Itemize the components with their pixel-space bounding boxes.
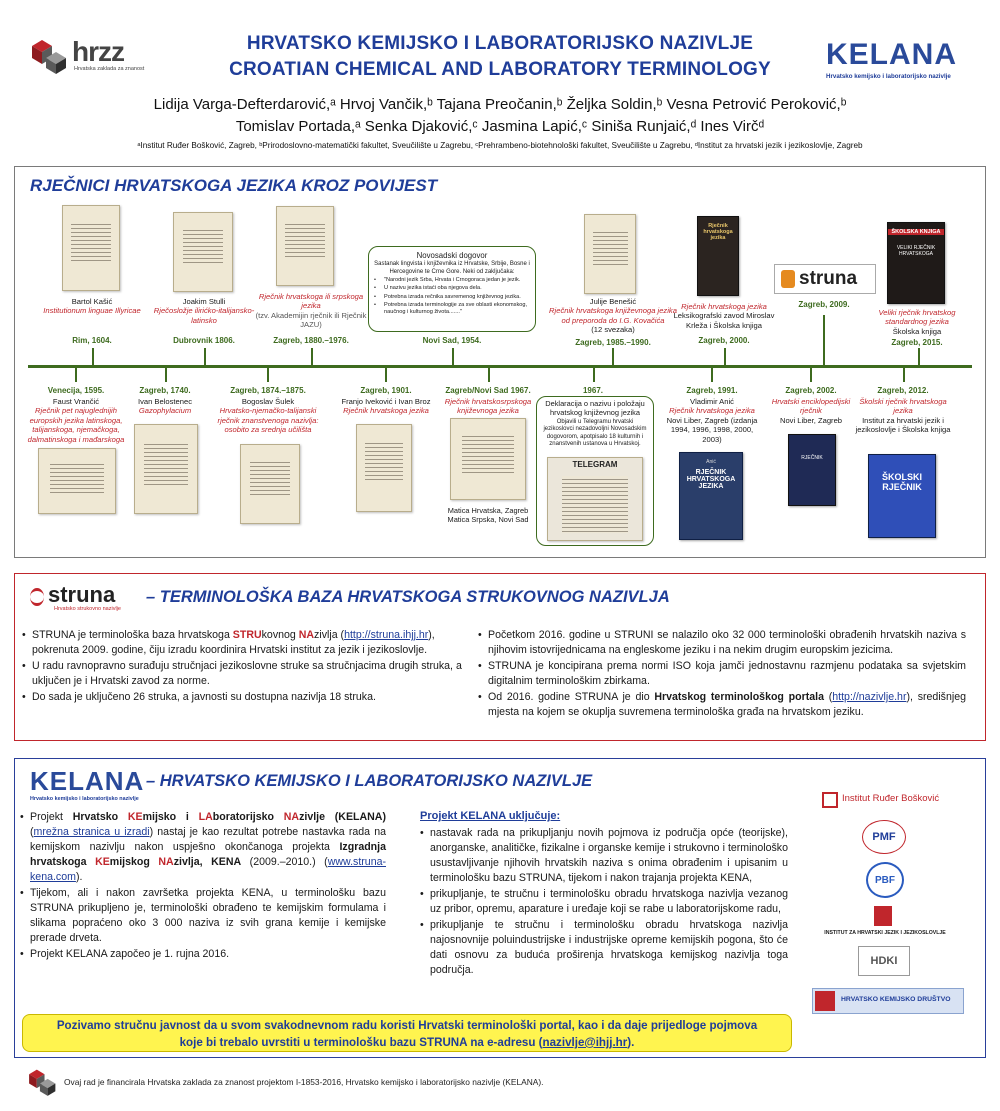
text: NA: [158, 856, 174, 869]
tick: [452, 348, 454, 365]
novosadski-intro: Sastanak lingvista i književnika iz Hrvatske, Srbije, Bosne i Hercegovine te Crne Gore. Neki od zaključaka:: [374, 261, 530, 275]
book-kasic: [62, 205, 120, 291]
book-veliki: [887, 222, 945, 304]
entry-work: Rječnik hrvatskoga književnoga jezika od preporoda do I.G. Kovačića: [549, 306, 677, 325]
kelana-section-logo-sub: Hrvatsko kemijsko i laboratorijsko nazivlje: [30, 796, 139, 802]
novosadski-point: • Potrebna izrada terminologije za sve oblasti ekonomskog, naučnog i kulturnog života.......": [374, 302, 530, 317]
book-jazu: [276, 206, 334, 286]
tick: [810, 368, 812, 382]
text: boratorijsko: [212, 811, 284, 823]
telegram-newspaper: [547, 457, 643, 541]
callout-line-2: [29, 1035, 785, 1052]
struna-kena-link[interactable]: www.struna-kena.com: [30, 856, 386, 884]
tick: [92, 348, 94, 365]
entry-publisher: Matica Hrvatska, Zagreb Matica Srpska, Novi Sad: [447, 506, 529, 525]
hrzz-logo: [28, 36, 148, 76]
hrzz-cube-icon: [28, 36, 72, 76]
tick: [593, 368, 595, 382]
entry-author: Ivan Belostenec: [137, 397, 193, 406]
text: koje bi trebalo uvrstiti u terminološku bazu STRUNA na e-adresu (: [179, 1035, 543, 1049]
struna-swoosh-icon: [781, 270, 795, 288]
entry-year: 1967.: [582, 386, 604, 395]
struna-logo-text: struna: [48, 582, 116, 607]
timeline-entry-stulli: [150, 297, 258, 325]
struna-logo-small-text: struna: [799, 268, 858, 289]
book-anic-label: RJEČNIK HRVATSKOGA JEZIKA: [686, 469, 736, 490]
sponsor-pmf-name: PMF: [872, 831, 896, 843]
struna-right-list: [478, 628, 966, 721]
kelana-right-bullet-1: • nastavak rada na prikupljanju novih pojmova iz područja opće (teorijske), anorganske, analitičke, fizikalne i organske kemije i strukovno i terminološko usustavljivanje njihovih hrvatskih naziva s onima obrađenim i upisanim u terminološku bazu STRUNA, tijekom i nakon trajanja projekta KENA,: [420, 826, 788, 886]
kelana-logo-sub: Hrvatsko kemijsko i laboratorijsko nazivlje: [826, 73, 951, 80]
entry-year: Zagreb, 1901.: [360, 386, 412, 395]
timeline-axis: [28, 365, 972, 368]
book-belostenec: [134, 424, 198, 514]
text: mijsko i: [142, 811, 199, 823]
irb-logo-icon: [822, 792, 838, 808]
sponsor-pbf-name: PBF: [875, 874, 895, 886]
sponsor-ihjj: [810, 906, 960, 940]
book-veliki-label: VELIKI RJEČNIK HRVATSKOGA: [896, 245, 936, 257]
novosadski-point: • U nazivu jezika istaći oba njegova dela.: [374, 285, 530, 292]
entry-work: Hrvatsko-njemačko-talijanski rječnik znanstvenoga nazivlja: osobito za srednja učilišta: [217, 406, 319, 435]
entry-work: Institutionum linguae Illyricae: [43, 306, 141, 316]
footer-hrzz-icon: [26, 1066, 60, 1103]
text: ).: [75, 871, 83, 884]
novosadski-box: [368, 246, 536, 332]
text: Projekt: [30, 811, 73, 823]
entry-year: Zagreb, 2000.: [698, 336, 750, 345]
book-stulli: [173, 212, 233, 292]
text: zivlja, KENA: [173, 856, 242, 869]
text: zivlje (KELANA): [299, 811, 386, 823]
entry-extra: Leksikografski zavod Miroslav Krleža i Školska knjiga: [673, 311, 775, 330]
entry-extra: Novi Liber, Zagreb (izdanja 1994, 1996, 1998, 2000, 2003): [666, 415, 758, 444]
timeline-entry-benesic: [548, 297, 678, 335]
entry-work: Rječosložje ilirićko-italijansko-latinsko: [153, 306, 255, 325]
entry-work: Rječnik hrvatskosrpskoga književnoga jezika: [444, 397, 532, 416]
callout-banner: [22, 1014, 792, 1052]
text: ), središnjeg mjesta na kojem se okuplja suvremena terminološka građa na hrvatskom jeziku.: [488, 691, 966, 719]
book-rj: [697, 216, 739, 296]
book-skolski-label: ŠKOLSKI RJEČNIK: [881, 472, 922, 492]
hrzz-logo-sub: Hrvatska zaklada za znanost: [74, 66, 145, 72]
tick: [823, 315, 825, 365]
text: Hrvatsko: [72, 811, 128, 823]
book-her: [788, 434, 836, 506]
entry-extra: Školska knjiga: [892, 326, 942, 336]
kelana-link[interactable]: mrežna stranica u izradi: [33, 826, 150, 839]
kelana-logo-text: KELANA: [826, 38, 957, 71]
struna-link[interactable]: http://struna.ihjj.hr: [344, 629, 429, 641]
text: (2009.–2010.) (: [241, 856, 328, 869]
tick: [204, 348, 206, 365]
timeline-entry-belostenec: [120, 397, 210, 416]
struna-left-bullet-3: • Do sada je uključeno 26 struka, a javnosti su dostupna nazivlja 18 struka.: [22, 690, 472, 705]
entry-extra: (tzv. Akademijin rječnik ili Rječnik JAZU): [255, 310, 367, 330]
entry-year: Zagreb/Novi Sad 1967.: [445, 386, 531, 395]
timeline-title: RJEČNICI HRVATSKOGA JEZIKA KROZ POVIJEST: [30, 176, 438, 195]
text: NA: [283, 811, 300, 823]
authors-line-1: Lidija Varga-Defterdarović,ᵃ Hrvoj Vančik,ᵇ Tajana Preočanin,ᵇ Željka Soldin,ᵇ Vesna Petrović Peroković,ᵇ: [153, 96, 847, 113]
timeline-entry-vrancic: [22, 397, 130, 444]
text: kovnog: [261, 629, 299, 641]
entry-author: Bogoslav Šulek: [241, 397, 295, 406]
entry-author: Bartol Kašić: [71, 297, 113, 306]
struna-left-bullet-1: [22, 628, 472, 658]
timeline-entry-her: [762, 397, 860, 425]
kelana-right-bullet-2: • prikupljanje, te stručnu i terminološku obradu hrvatskoga nazivlja vezanog uz pribor, opremu, aparature i uređaje koji se rabe u laboratorijskome radu,: [420, 887, 788, 917]
book-ivekovic: [356, 424, 412, 512]
entry-work: Gazophylacium: [138, 406, 192, 416]
entry-year: Zagreb, 1740.: [139, 386, 191, 395]
struna-logo-small: [774, 264, 876, 294]
text: mijskog: [109, 856, 159, 869]
hkd-logo-icon: [815, 991, 835, 1011]
deklaracija-box: [536, 396, 654, 546]
struna-logo: [30, 582, 142, 616]
book-her-label: RJEČNIK: [801, 455, 823, 461]
nazivlje-link[interactable]: http://nazivlje.hr: [832, 691, 907, 704]
entry-work: Školski rječnik hrvatskoga jezika: [859, 397, 947, 416]
text: Od 2016. godine STRUNA je dio: [488, 691, 655, 704]
title-hr: HRVATSKO KEMIJSKO I LABORATORIJSKO NAZIVLJE: [246, 33, 754, 54]
tick: [165, 368, 167, 382]
timeline-entry-skolski: [852, 397, 954, 435]
kelana-right-heading: Projekt KELANA uključuje:: [420, 810, 561, 822]
struna-right-bullet-3: [478, 690, 966, 720]
footer-text: Ovaj rad je financirala Hrvatska zaklada za znanost projektom I-1853-2016, Hrvatsko kemijsko i laboratorijsko nazivlje (KELANA).: [64, 1077, 544, 1087]
text: ), pokrenuta 2009. godine, čiju izradu koordinira Hrvatski institut za jezik i jezikoslovlje.: [32, 629, 435, 657]
entry-year: Rim, 1604.: [72, 336, 112, 345]
tick: [724, 348, 726, 365]
tick: [612, 348, 614, 365]
book-matica: [450, 418, 526, 500]
text: STRU: [232, 629, 262, 641]
affiliations: ᵃInstitut Ruđer Bošković, Zagreb, ᵇPrirodoslovno-matematički fakultet, Sveučilište u Zagrebu, ᶜPrehrambeno-biotehnološki fakultet, Sveučilište u Zagrebu, ᵈInstitut za hrvatski jezik i jezikoslovlje, Zagreb: [137, 141, 863, 150]
timeline-entry-matica: [436, 397, 540, 416]
tick: [711, 368, 713, 382]
entry-author: Joakim Stulli: [182, 297, 226, 306]
tick: [267, 368, 269, 382]
entry-work: Rječnik hrvatskoga jezika: [669, 406, 755, 416]
entry-author: Franjo Iveković i Ivan Broz: [341, 397, 431, 406]
text: Izgradnja hrvatskoga: [30, 841, 386, 869]
sponsor-irb-name: Institut Ruđer Bošković: [842, 793, 940, 804]
entry-year: Zagreb, 2012.: [877, 386, 929, 395]
struna-right-bullet-2: • STRUNA je koncipirana prema normi ISO koja jamči jednostavnu razmjenu podataka sa svjetskim digitalnim terminološkim zbirkama.: [478, 659, 966, 689]
timeline-entry-ivekovic: [330, 397, 442, 416]
kelana-left-bullet-3: • Projekt KELANA započeo je 1. rujna 2016.: [20, 947, 386, 962]
telegram-label: TELEGRAM: [572, 460, 618, 469]
sponsor-hdki: [858, 946, 910, 976]
struna-right-bullet-1: • Početkom 2016. godine u STRUNI se nalazilo oko 32 000 terminološki obrađenih hrvatskih naziva s njihovim istovrijednicama na engleskome jeziku i na nekim drugim europskim jezicima.: [478, 628, 966, 658]
sponsor-ihjj-name: INSTITUT ZA HRVATSKI JEZIK I JEZIKOSLOVLJE: [824, 930, 946, 936]
struna-left-list: [22, 628, 472, 706]
novosadski-point: • Potrebna izrada rečnika savremenog književnog jezika.: [374, 294, 530, 301]
tick: [311, 348, 313, 365]
entry-year: Zagreb, 2002.: [785, 386, 837, 395]
struna-wave-icon: [30, 588, 44, 606]
kelana-left-bullet-1: • Projekt Hrvatsko KEmijsko i LAboratorijsko NAzivlje (KELANA) (mrežna stranica u izradi) nastaj je kao rezultat potrebe nastavka rada na kemijskom nazivlju nakon uspješno okončanoga projekta Izgradnja hrvatskoga KEmijskog NAzivlja, KENA (2009.–2010.) (www.struna-kena.com).: [20, 810, 386, 885]
entry-year: Venecija, 1595.: [47, 386, 105, 395]
timeline-entry-leksikografski: [670, 302, 778, 330]
kelana-section-logo: [30, 766, 145, 806]
entry-year: Zagreb, 1985.–1990.: [575, 338, 651, 347]
entry-author: Vladimir Anić: [690, 397, 734, 406]
book-anic: [679, 452, 743, 540]
title-en: CROATIAN CHEMICAL AND LABORATORY TERMINOLOGY: [229, 59, 771, 80]
entry-author: Julije Benešić: [589, 297, 637, 306]
tick: [385, 368, 387, 382]
entry-year: Zagreb, 2009.: [798, 300, 850, 309]
entry-year: Novi Sad, 1954.: [422, 336, 482, 345]
text: LA: [198, 811, 213, 823]
text: nastaj je kao rezultat potrebe nastavka rada na kemijskom nazivlju nakon uspješno okončanoga projekta: [30, 826, 386, 854]
kelana-left-list: [20, 810, 386, 963]
entry-extra: Institut za hrvatski jezik i jezikoslovlje i Školska knjiga: [855, 415, 951, 435]
ihjj-logo-icon: [874, 906, 892, 926]
deklaracija-text: Objavili u Telegramu hrvatski jezikoslovci nezadovoljni Novosadskim dogovorom, apotpisalo 18 kulturnih i znanstvenih ustanova u Hrvatskoj.: [543, 418, 647, 448]
hrzz-logo-text: hrzz: [72, 36, 124, 67]
book-sulek: [240, 444, 300, 524]
entry-author: Faust Vrančić: [52, 397, 100, 406]
text: NA: [298, 629, 315, 641]
struna-title: – TERMINOLOŠKA BAZA HRVATSKOGA STRUKOVNOG NAZIVLJA: [146, 588, 670, 606]
novosadski-title: Novosadski dogovor: [416, 251, 488, 260]
entry-year: Zagreb, 1874.–1875.: [230, 386, 306, 395]
sponsor-hkd: [812, 988, 964, 1014]
entry-work: Rječnik pet najuglednijih europskih jezika latinskoga, talijanskoga, njemačkoga, dalmatinskoga i mađarskoga: [27, 406, 125, 444]
tick: [75, 368, 77, 382]
sponsor-pbf: [866, 862, 904, 898]
kelana-right-list: [420, 826, 788, 979]
timeline-entry-jazu: [255, 292, 367, 330]
tick: [488, 368, 490, 382]
callout-line-1: Pozivamo stručnu javnost da u svom svakodnevnom radu koristi Hrvatski terminološki portal, kao i da daje prijedloge pojmova: [56, 1019, 758, 1032]
entry-work: Rječnik hrvatskoga jezika: [681, 302, 767, 311]
kelana-left-bullet-2: • Tijekom, ali i nakon završetka projekta KENA, u terminološku bazu STRUNA prikupljeno je, terminološki obrađeno te kemijskim formulama i slikama popraćeno oko 3 000 naziva iz svih grana kemije i kemijske prerade drveta.: [20, 886, 386, 946]
tick: [903, 368, 905, 382]
text: Hrvatskog terminološkog portala: [654, 691, 824, 704]
callout-email-link[interactable]: nazivlje@ihjj.hr: [542, 1035, 628, 1049]
entry-work: Rječnik hrvatskoga ili srpskoga jezika: [258, 292, 364, 311]
hrzz-cube-small-icon: [26, 1066, 60, 1098]
kelana-title: – HRVATSKO KEMIJSKO I LABORATORIJSKO NAZIVLJE: [146, 772, 593, 790]
book-vrancic: [38, 448, 116, 514]
book-benesic: [584, 214, 636, 294]
text: KE: [95, 856, 110, 869]
book-anic-author: Anić: [706, 459, 716, 465]
sponsor-hdki-name: HDKI: [870, 955, 898, 967]
book-skolski: [868, 454, 936, 538]
deklaracija-title: Deklaracija o nazivu i položaju hrvatskog književnog jezika: [545, 399, 645, 417]
text: ).: [627, 1035, 635, 1049]
kelana-right-bullet-3: • prikupljanje te stručnu i terminološku obradu hrvatskoga nazivlja najosnovnije poluindustrijske i industrijske opreme kemijskih pogona, što će dati osnovu za buduća proširenja hrvatskoga kemijskog nazivlja toga područja.: [420, 918, 788, 978]
entry-extra: (12 svezaka): [591, 325, 635, 335]
book-veliki-publisher: ŠKOLSKA KNJIGA: [888, 229, 944, 235]
text: zivlja (: [314, 629, 345, 641]
entry-extra: Novi Liber, Zagreb: [779, 415, 843, 425]
sponsor-irb: [822, 790, 962, 812]
struna-logo-sub: Hrvatsko strukovno nazivlje: [54, 606, 121, 612]
entry-work: Rječnik hrvatskoga jezika: [343, 406, 429, 416]
entry-work: Veliki rječnik hrvatskog standardnog jezika: [878, 308, 956, 327]
timeline-entry-sulek: [214, 397, 322, 435]
tick: [918, 348, 920, 365]
timeline-entry-anic: [666, 397, 758, 444]
sponsor-pmf: [862, 820, 906, 854]
sponsor-hkd-name: HRVATSKO KEMIJSKO DRUŠTVO: [841, 996, 951, 1003]
entry-year: Dubrovnik 1806.: [173, 336, 235, 345]
struna-left-bullet-2: • U radu ravnopravno surađuju stručnjaci jezikoslovne struke sa stručnjacima drugih struka, a uključen je i Hrvatski zavod za norme.: [22, 659, 472, 689]
text: STRUNA je terminološka baza hrvatskoga: [32, 629, 233, 641]
text: KE: [127, 811, 143, 823]
timeline-entry-kasic: [40, 297, 144, 316]
authors-line-2: Tomislav Portada,ᵃ Senka Djaković,ᶜ Jasmina Lapić,ᶜ Siniša Runjaić,ᵈ Ines Virčᵈ: [235, 118, 765, 135]
entry-year: Zagreb, 1880.–1976.: [273, 336, 349, 345]
entry-year: Zagreb, 2015.: [891, 338, 943, 347]
kelana-section-logo-text: KELANA: [30, 766, 145, 796]
text: (: [823, 691, 833, 704]
kelana-logo: [826, 38, 956, 84]
novosadski-point: • "Narodni jezik Srba, Hrvata i Crnogoraca jedan je jezik.: [374, 277, 530, 284]
entry-year: Zagreb, 1991.: [686, 386, 738, 395]
timeline-entry-veliki: [862, 308, 972, 336]
book-rj-label: Rječnik hrvatskoga jezika: [703, 223, 733, 241]
entry-work: Hrvatski enciklopedijski rječnik: [771, 397, 851, 416]
